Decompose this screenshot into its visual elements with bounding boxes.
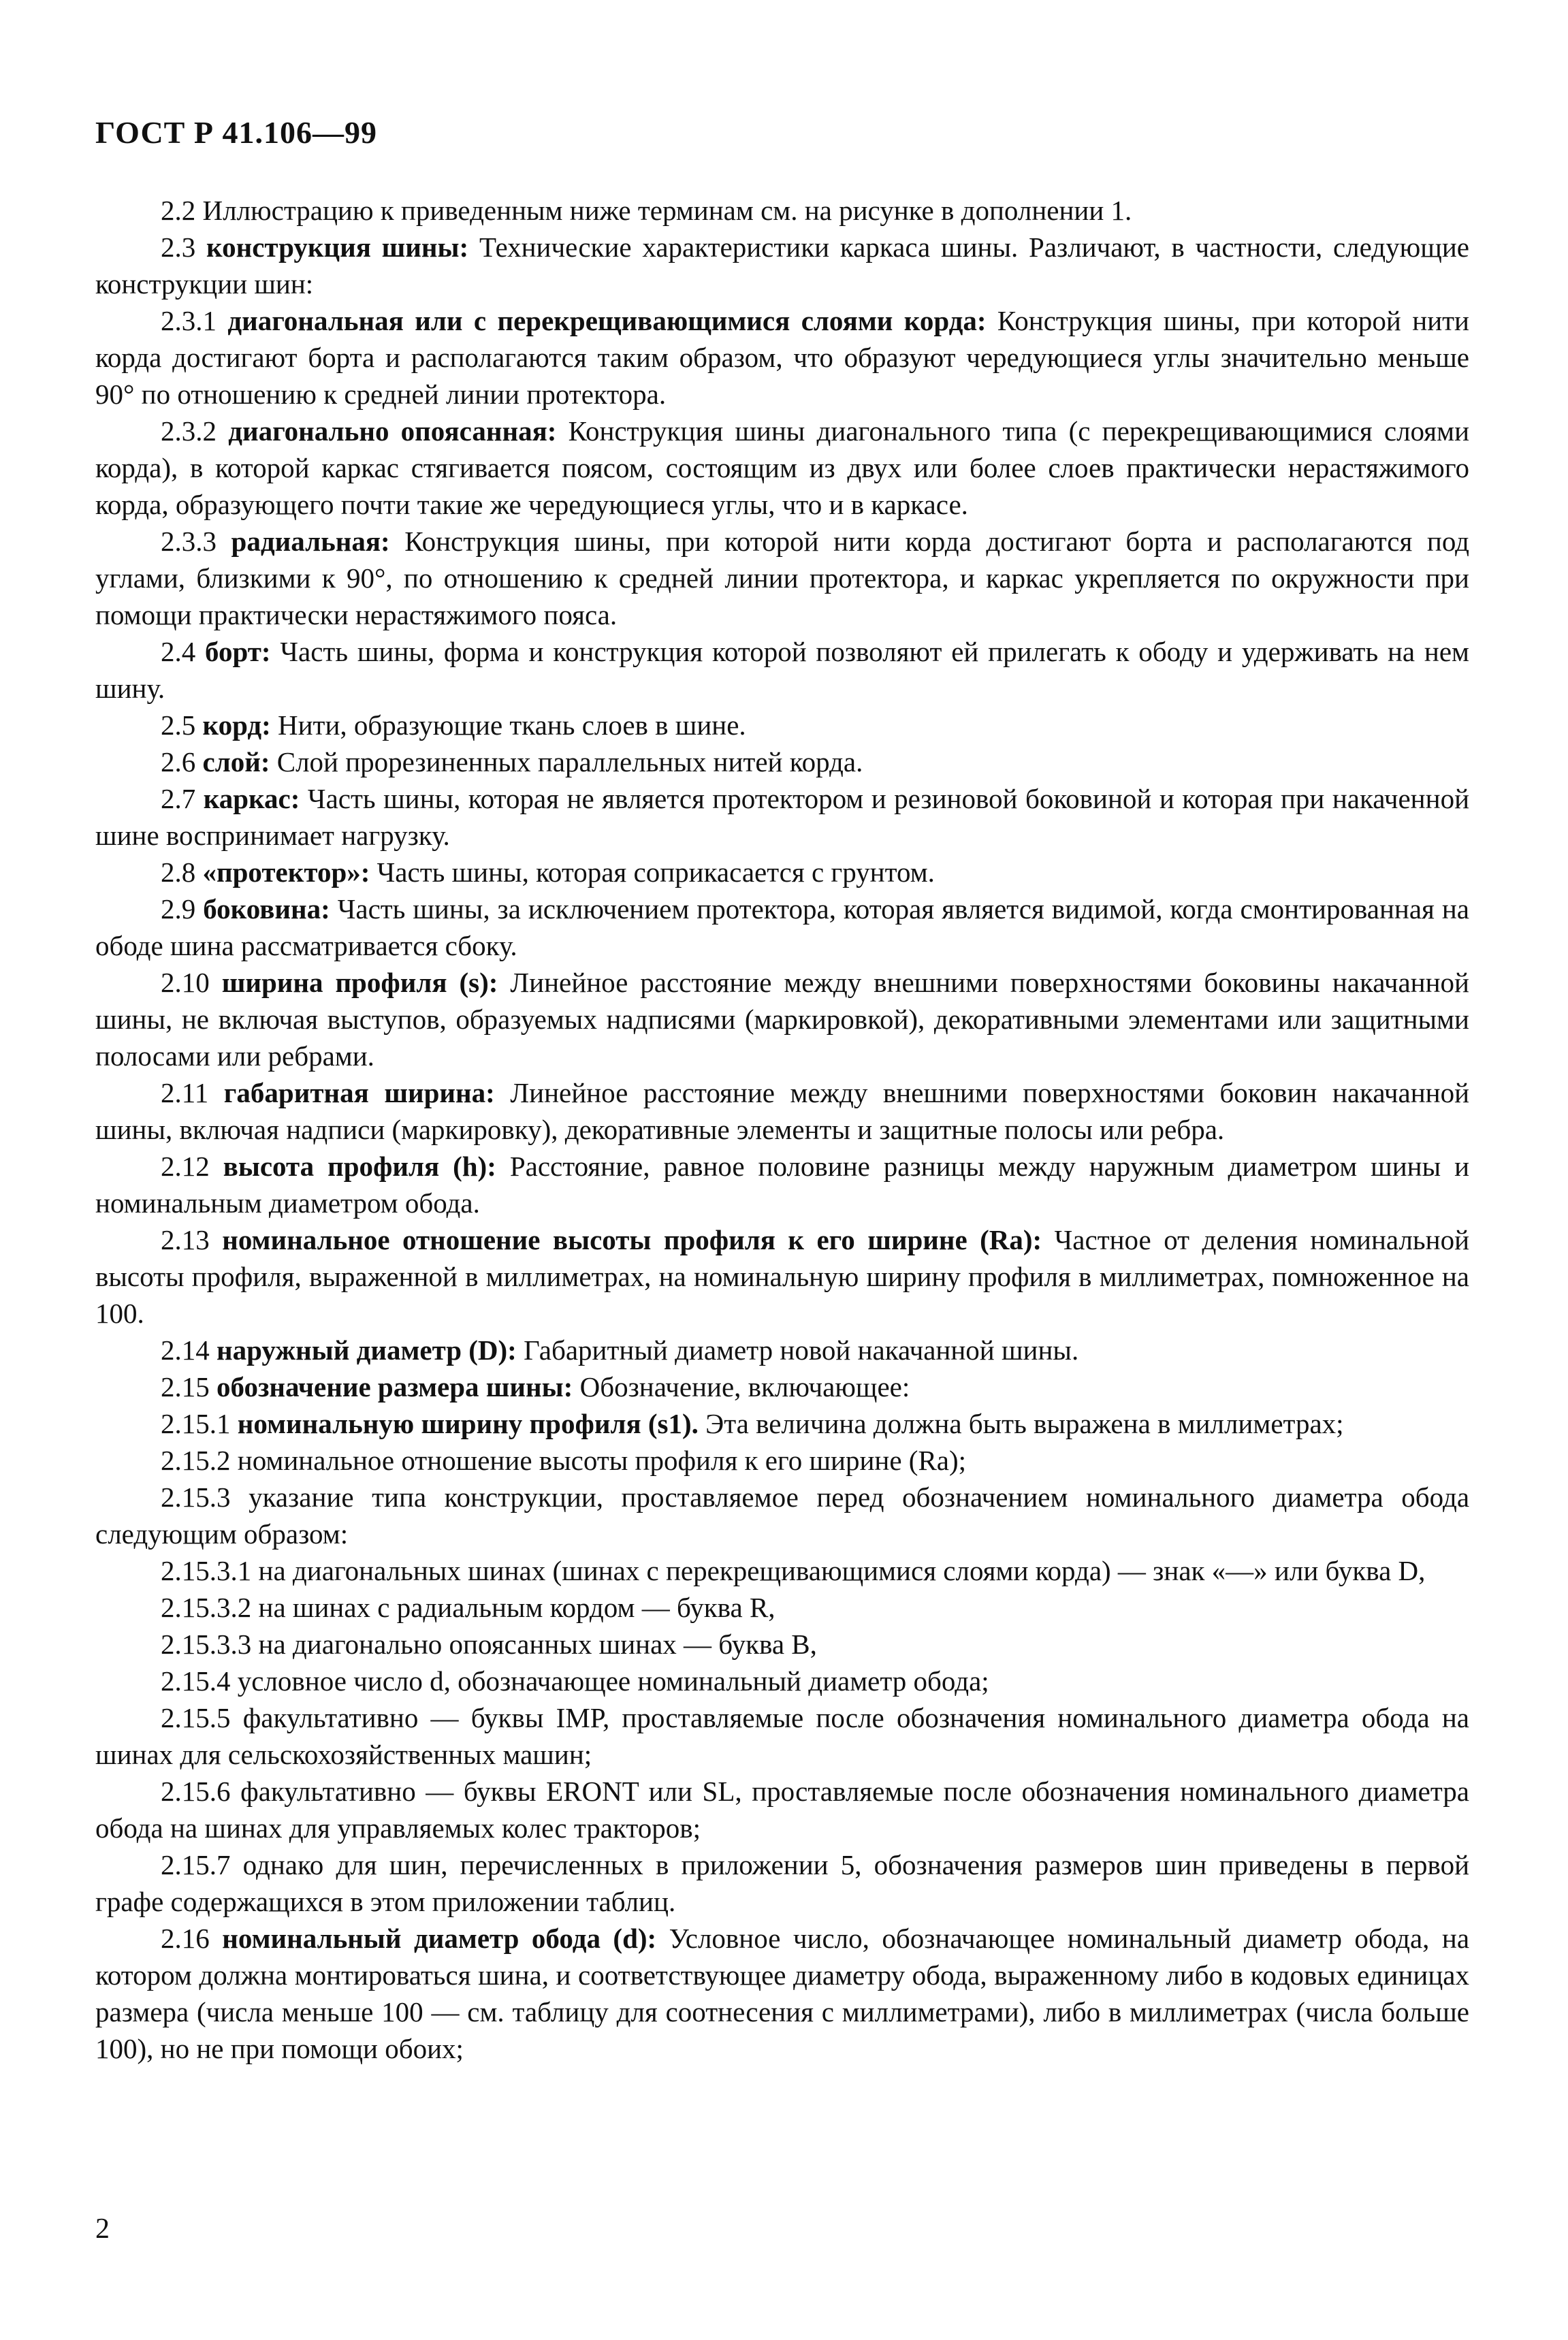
paragraph-2-14 [95, 1332, 1469, 1368]
paragraph-text: Нити, образующие ткань слоев в шине. [278, 709, 746, 741]
paragraph-2-15-1 [95, 1405, 1469, 1442]
document-body [95, 192, 1469, 2067]
paragraph-text: Эта величина должна быть выражена в миллиметрах; [705, 1408, 1344, 1439]
paragraph-text: факультативно — буквы ERONT или SL, проставляемые после обозначения номинального диаметра обода на шинах для управляемых колес тракторов; [95, 1776, 1469, 1844]
paragraph-text: однако для шин, перечисленных в приложении 5, обозначения размеров шин приведены в первой графе содержащихся в этом приложении таблиц. [95, 1849, 1470, 1917]
paragraph-2-15-2 [95, 1442, 1469, 1479]
term: «протектор»: [202, 856, 370, 888]
paragraph-number: 2.15.3.1 [161, 1555, 252, 1586]
paragraph-number: 2.14 [161, 1334, 210, 1366]
paragraph-2-15-3-3 [95, 1626, 1469, 1663]
paragraph-number: 2.2 [161, 195, 196, 226]
paragraph-text: Конструкция шины, при которой нити корда достигают борта и располагаются под углами, близкими к 90°, по отношению к средней линии протектора, и каркас укрепляется по окружности при помощи практически нерастяжимого пояса. [95, 526, 1469, 630]
paragraph-number: 2.15.7 [161, 1849, 231, 1880]
paragraph-number: 2.15.3.2 [161, 1592, 252, 1623]
term: диагональная или с перекрещивающимися слоями корда: [227, 305, 987, 336]
paragraph-text: Слой прорезиненных параллельных нитей корда. [276, 746, 863, 778]
term: обозначение размера шины: [217, 1371, 573, 1403]
paragraph-text: Конструкция шины диагонального типа (с перекрещивающимися слоями корда), в которой каркас стягивается поясом, состоящим из двух или более слоев практически нерастяжимого корда, образующего почти такие же чередующиеся углы, что и в каркасе. [95, 415, 1470, 520]
paragraph-2-16 [95, 1920, 1469, 2067]
paragraph-number: 2.12 [161, 1151, 210, 1182]
paragraph-number: 2.15 [161, 1371, 210, 1403]
term: номинальную ширину профиля (s1). [237, 1408, 699, 1439]
paragraph-text: номинальное отношение высоты профиля к его ширине (Ra); [237, 1445, 967, 1476]
term: номинальное отношение высоты профиля к его ширине (Ra): [222, 1224, 1042, 1255]
term: радиальная: [231, 526, 390, 557]
paragraph-number: 2.3.1 [161, 305, 217, 336]
paragraph-2-13 [95, 1221, 1469, 1332]
term: конструкция шины: [206, 231, 469, 263]
paragraph-text: Часть шины, которая не является протектором и резиновой боковиной и которая при накаченной шине воспринимает нагрузку. [95, 783, 1470, 851]
paragraph-text: на шинах с радиальным кордом — буква R, [258, 1592, 775, 1623]
paragraph-text: Конструкция шины, при которой нити корда достигают борта и располагаются таким образом, что образуют чередующиеся углы значительно меньше 90° по отношению к средней линии протектора. [95, 305, 1470, 410]
paragraph-2-15-6 [95, 1773, 1469, 1846]
paragraph-number: 2.4 [161, 636, 196, 667]
paragraph-2-12 [95, 1148, 1469, 1221]
paragraph-text: Габаритный диаметр новой накачанной шины. [524, 1334, 1079, 1366]
term: габаритная ширина: [223, 1077, 495, 1108]
paragraph-2-2 [95, 192, 1469, 229]
paragraph-2-8 [95, 854, 1469, 891]
paragraph-number: 2.10 [161, 967, 210, 998]
paragraph-number: 2.15.3 [161, 1481, 231, 1513]
paragraph-number: 2.8 [161, 856, 196, 888]
term: боковина: [203, 893, 330, 925]
paragraph-number: 2.3.3 [161, 526, 217, 557]
term: борт: [205, 636, 271, 667]
term: диагонально опоясанная: [228, 415, 557, 447]
paragraph-text: Технические характеристики каркаса шины. Различают, в частности, следующие конструкции шин: [95, 231, 1470, 300]
paragraph-text: Частное от деления номинальной высоты профиля, выраженной в миллиметрах, на номинальную ширину профиля в миллиметрах, помноженное на 100. [95, 1224, 1470, 1329]
paragraph-2-4 [95, 633, 1469, 707]
paragraph-text: на диагональных шинах (шинах с перекрещивающимися слоями корда) — знак «—» или буква D, [258, 1555, 1426, 1586]
term: высота профиля (h): [223, 1151, 496, 1182]
paragraph-text: Линейное расстояние между внешними поверхностями боковины накачанной шины, не включая выступов, образуемых надписями (маркировкой), декоративными элементами или защитными полосами или ребрами. [95, 967, 1469, 1072]
paragraph-number: 2.15.2 [161, 1445, 231, 1476]
term: слой: [202, 746, 270, 778]
paragraph-text: указание типа конструкции, проставляемое перед обозначением номинального диаметра обода следующим образом: [95, 1481, 1470, 1550]
paragraph-2-15-5 [95, 1699, 1469, 1773]
term: наружный диаметр (D): [217, 1334, 517, 1366]
document-header: ГОСТ Р 41.106—99 [95, 115, 377, 150]
paragraph-2-10 [95, 964, 1469, 1074]
paragraph-number: 2.3 [161, 231, 196, 263]
term: ширина профиля (s): [221, 967, 498, 998]
paragraph-2-15-4 [95, 1663, 1469, 1699]
paragraph-2-15-3 [95, 1479, 1469, 1552]
paragraph-number: 2.3.2 [161, 415, 217, 447]
paragraph-2-3-2 [95, 413, 1469, 523]
paragraph-text: Расстояние, равное половине разницы между наружным диаметром шины и номинальным диаметром обода. [95, 1151, 1470, 1219]
paragraph-number: 2.9 [161, 893, 196, 925]
paragraph-2-5 [95, 707, 1469, 743]
paragraph-2-11 [95, 1074, 1469, 1148]
paragraph-2-15 [95, 1368, 1469, 1405]
paragraph-2-9 [95, 891, 1469, 964]
paragraph-2-3-3 [95, 523, 1469, 633]
paragraph-2-7 [95, 780, 1469, 854]
paragraph-number: 2.15.4 [161, 1665, 231, 1697]
paragraph-number: 2.15.3.3 [161, 1629, 252, 1660]
paragraph-text: Часть шины, форма и конструкция которой позволяют ей прилегать к ободу и удерживать на нем шину. [95, 636, 1469, 704]
paragraph-number: 2.11 [161, 1077, 209, 1108]
paragraph-2-3-1 [95, 302, 1469, 413]
paragraph-number: 2.5 [161, 709, 196, 741]
paragraph-text: на диагонально опоясанных шинах — буква B, [258, 1629, 817, 1660]
paragraph-text: факультативно — буквы IMP, проставляемые после обозначения номинального диаметра обода на шинах для сельскохозяйственных машин; [95, 1702, 1469, 1770]
paragraph-number: 2.15.6 [161, 1776, 231, 1807]
paragraph-text: Часть шины, которая соприкасается с грунтом. [377, 856, 935, 888]
paragraph-text: Обозначение, включающее: [579, 1371, 910, 1403]
term: корд: [202, 709, 271, 741]
paragraph-2-15-3-2 [95, 1589, 1469, 1626]
paragraph-number: 2.15.1 [161, 1408, 231, 1439]
paragraph-number: 2.15.5 [161, 1702, 231, 1733]
paragraph-number: 2.7 [161, 783, 196, 814]
page-number: 2 [95, 2213, 110, 2245]
paragraph-2-15-7 [95, 1846, 1469, 1920]
term: каркас: [203, 783, 300, 814]
paragraph-text: Часть шины, за исключением протектора, которая является видимой, когда смонтированная на ободе шина рассматривается сбоку. [95, 893, 1470, 961]
paragraph-2-15-3-1 [95, 1552, 1469, 1589]
paragraph-2-3 [95, 229, 1469, 302]
paragraph-2-6 [95, 743, 1469, 780]
paragraph-text: Условное число, обозначающее номинальный диаметр обода, на котором должна монтироваться шина, и соответствующее диаметру обода, выраженному либо в кодовых единицах размера (числа меньше 100 — см. таблицу для соотнесения с миллиметрами), либо в миллиметрах (числа больше 100), но не при помощи обоих; [95, 1923, 1470, 2064]
paragraph-text: условное число d, обозначающее номинальный диаметр обода; [237, 1665, 989, 1697]
term: номинальный диаметр обода (d): [222, 1923, 657, 1954]
paragraph-text: Иллюстрацию к приведенным ниже терминам см. на рисунке в дополнении 1. [202, 195, 1132, 226]
paragraph-number: 2.13 [161, 1224, 210, 1255]
paragraph-number: 2.16 [161, 1923, 210, 1954]
paragraph-number: 2.6 [161, 746, 196, 778]
paragraph-text: Линейное расстояние между внешними поверхностями боковин накачанной шины, включая надписи (маркировку), декоративные элементы и защитные полосы или ребра. [95, 1077, 1470, 1145]
